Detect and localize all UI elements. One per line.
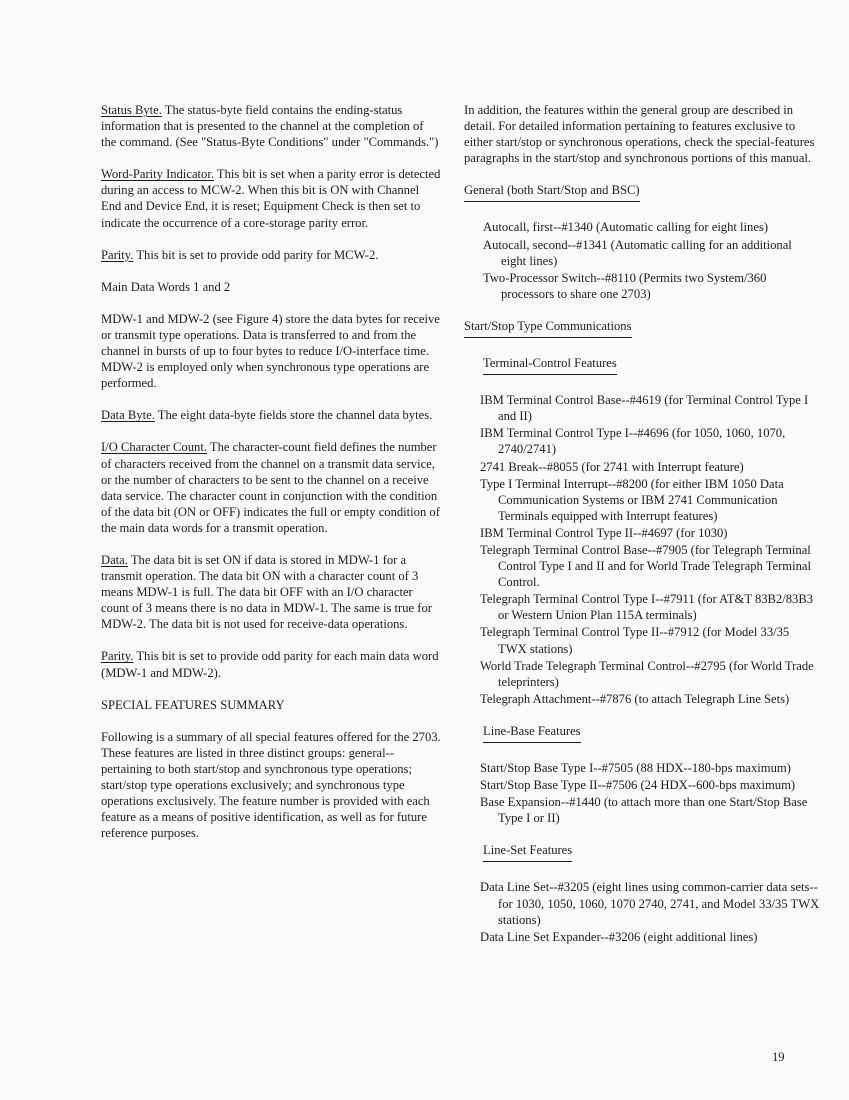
io-count-text: The character-count field defines the number of characters received from the channel on a transmit data service, or the number of characters to be sent to the channel on a receive data service. The character count in conjunction with the condition of the data bit (ON or OFF) indicates the full or empty condition of the main data words for a transmit operation. bbox=[101, 440, 440, 535]
parity-mcw2-paragraph bbox=[101, 247, 441, 263]
data-paragraph bbox=[101, 552, 441, 632]
list-item: Two-Processor Switch--#8110 (Permits two System/360 processors to share one 2703) bbox=[483, 270, 767, 301]
terminal-control-list bbox=[464, 392, 820, 707]
data-byte-paragraph bbox=[101, 407, 441, 423]
data-text: The data bit is set ON if data is stored in MDW-1 for a transmit operation. The data bit ON with a character count of 3 means MDW-1 is full. The data bit OFF with an I/O character count of 3 means there is no data in MDW-1. The same is true for MDW-2. The data bit is not used for receive-data operations. bbox=[101, 552, 432, 632]
line-base-heading: Line-Base Features bbox=[483, 723, 581, 743]
list-item: IBM Terminal Control Type II--#4697 (for 1030) bbox=[480, 525, 728, 540]
line-set-heading: Line-Set Features bbox=[483, 842, 572, 862]
special-features-heading: SPECIAL FEATURES SUMMARY bbox=[101, 697, 285, 712]
list-item: Start/Stop Base Type I--#7505 (88 HDX--180-bps maximum) bbox=[480, 761, 791, 775]
status-byte-term: Status Byte. bbox=[101, 103, 162, 117]
data-term: Data. bbox=[101, 552, 128, 567]
list-item: 2741 Break--#8055 (for 2741 with Interrupt feature) bbox=[480, 459, 744, 474]
status-byte-text: The status-byte field contains the ending-status information that is presented to the channel at the completion of the command. (See "Status-Byte Conditions" under "Commands.") bbox=[101, 103, 439, 150]
line-set-list bbox=[464, 879, 820, 944]
parity-mdw-paragraph bbox=[101, 648, 441, 680]
data-byte-term: Data Byte. bbox=[101, 408, 155, 423]
intro-paragraph: In addition, the features within the general group are described in detail. For detailed information pertaining to features exclusive to either start/stop or synchronous operations, check the special-features paragraphs in the start/stop and synchronous portions of this manual. bbox=[464, 103, 815, 166]
general-feature-list bbox=[464, 219, 820, 301]
list-item: Telegraph Terminal Control Type I--#7911 (for AT&T 83B2/83B3 or Western Union Plan 115A terminals) bbox=[480, 592, 814, 623]
list-item: Autocall, first--#1340 (Automatic calling for eight lines) bbox=[483, 220, 769, 235]
list-item: World Trade Telegraph Terminal Control--#2795 (for World Trade teleprinters) bbox=[480, 658, 814, 689]
word-parity-text: This bit is set when a parity error is detected during an access to MCW-2. When this bit is ON with Channel End and Device End, it is reset; Equipment Check is then set to indicate the occurrence of a core-storage parity error. bbox=[101, 167, 441, 230]
parity-term-2: Parity. bbox=[101, 649, 134, 664]
main-data-words-heading: Main Data Words 1 and 2 bbox=[101, 279, 231, 294]
list-item: Telegraph Attachment--#7876 (to attach Telegraph Line Sets) bbox=[480, 691, 790, 706]
list-item: Data Line Set Expander--#3206 (eight additional lines) bbox=[480, 929, 758, 944]
mdw-paragraph: MDW-1 and MDW-2 (see Figure 4) store the data bytes for receive or transmit type operations. Data is transferred to and from the channel in bursts of up to four bytes to reduce I/O-interface time. MDW-2 is employed only when synchronous type operations are performed. bbox=[101, 311, 440, 391]
status-byte-paragraph bbox=[101, 102, 441, 150]
terminal-control-heading: Terminal-Control Features bbox=[483, 355, 617, 375]
data-byte-text: The eight data-byte fields store the channel data bytes. bbox=[154, 408, 433, 423]
list-item: IBM Terminal Control Base--#4619 (for Terminal Control Type I and II) bbox=[480, 393, 809, 424]
list-item: IBM Terminal Control Type I--#4696 (for 1050, 1060, 1070, 2740/2741) bbox=[480, 426, 786, 457]
line-base-list bbox=[464, 760, 820, 826]
parity-text-2: This bit is set to provide odd parity for each main data word (MDW-1 and MDW-2). bbox=[101, 649, 439, 680]
right-column bbox=[464, 102, 820, 961]
io-count-paragraph bbox=[101, 439, 441, 536]
list-item: Base Expansion--#1440 (to attach more than one Start/Stop Base Type I or II) bbox=[480, 795, 808, 826]
io-count-term: I/O Character Count. bbox=[101, 440, 207, 455]
summary-paragraph: Following is a summary of all special features offered for the 2703. These features are listed in three distinct groups: general--pertaining to both start/stop and synchronous type operations; start/stop type operations exclusively; and synchronous type operations exclusively. The feature number is provided with each feature as a means of positive identification, as well as for future reference purposes. bbox=[101, 729, 441, 841]
list-item: Start/Stop Base Type II--#7506 (24 HDX--600-bps maximum) bbox=[480, 778, 796, 793]
left-column bbox=[101, 102, 441, 857]
word-parity-paragraph bbox=[101, 166, 441, 230]
start-stop-heading: Start/Stop Type Communications bbox=[464, 318, 632, 338]
general-heading: General (both Start/Stop and BSC) bbox=[464, 182, 640, 202]
list-item: Telegraph Terminal Control Type II--#7912 (for Model 33/35 TWX stations) bbox=[480, 625, 790, 656]
parity-text: This bit is set to provide odd parity for MCW-2. bbox=[133, 247, 379, 262]
list-item: Data Line Set--#3205 (eight lines using common-carrier data sets--for 1030, 1050, 1060, 1070 2740, 2741, and Model 33/35 TWX stations) bbox=[480, 880, 820, 927]
page-number: 19 bbox=[772, 1050, 785, 1064]
list-item: Autocall, second--#1341 (Automatic calling for an additional eight lines) bbox=[483, 237, 792, 268]
word-parity-term: Word-Parity Indicator. bbox=[101, 167, 214, 182]
list-item: Type I Terminal Interrupt--#8200 (for either IBM 1050 Data Communication Systems or IBM 2741 Communication Terminals equipped with Interrupt features) bbox=[480, 476, 784, 523]
list-item: Telegraph Terminal Control Base--#7905 (for Telegraph Terminal Control Type I and II and for World Trade Telegraph Terminal Control. bbox=[480, 542, 811, 590]
parity-term: Parity. bbox=[101, 247, 134, 262]
